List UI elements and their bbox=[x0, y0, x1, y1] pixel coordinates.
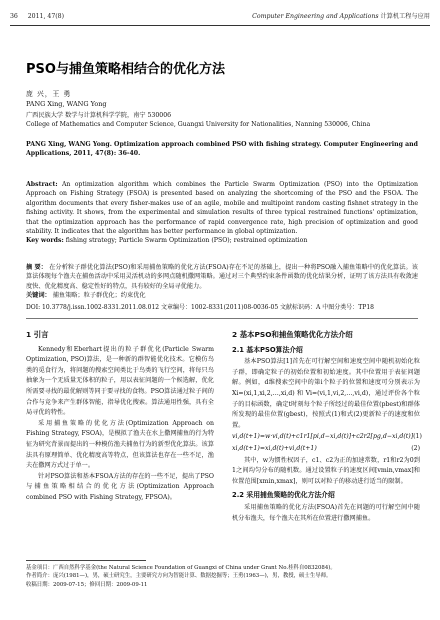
header-left bbox=[10, 10, 64, 24]
abstract-en-label: Abstract: bbox=[26, 181, 58, 188]
journal-name-cn: 计算机工程与应用 bbox=[380, 13, 430, 20]
authors-cn: 庞 兴，王 勇 bbox=[26, 90, 72, 98]
keywords-cn-text: 捕鱼策略；粒子群优化；约束优化 bbox=[52, 292, 146, 300]
keywords-en-text: fishing strategy; Particle Swarm Optimization (PSO); restrained optimization bbox=[65, 237, 308, 245]
issue-info: 2011, 47(8) bbox=[27, 13, 65, 20]
footnote-divider bbox=[26, 560, 146, 561]
doi-line: DOI: 10.3778/j.issn.1002-8331.2011.08.012 文章编号：1002-8331(2011)08-0036-05 文献标识码：A 中图分类号：TP18 bbox=[26, 304, 374, 311]
affiliation-cn: 广西民族大学 数学与计算机科学学院，南宁 530006 bbox=[26, 112, 172, 119]
left-column bbox=[26, 330, 214, 504]
footnote-dates: 收稿日期：2009-07-15；修回日期：2009-09-11 bbox=[26, 581, 148, 588]
section-1-paragraph-3: 针对PSO算法和基本FSOA方法的存在的一些不足，提出了PSO与捕鱼策略相结合的优化方法(Optimization Approach combined PSO with Fishing Strategy, FPSOA)。 bbox=[26, 472, 214, 501]
journal-name-en: Computer Engineering and Applications bbox=[252, 13, 379, 20]
header-right bbox=[252, 10, 430, 24]
keywords-cn-label: 关键词： bbox=[26, 292, 51, 300]
equation-2-body: xi,d(t+1)=xi,d(t)+vi,d(t+1) bbox=[232, 444, 317, 452]
abstract-cn-label: 摘 要： bbox=[26, 264, 48, 271]
section-2-1-paragraph-2: 其中，w为惯性权因子，c1、c2为正的加速常数，r1和r2为0到1之间均匀分布的随机数。通过设置粒子的速度区间[vmin,vmax]和位置范围[xmin,xmax]，则可以对粒子的移动进行适当的限制。 bbox=[232, 456, 420, 485]
authors-en: PANG Xing, WANG Yong bbox=[26, 100, 107, 108]
abstract-en bbox=[26, 180, 418, 246]
equation-1-number: (1) bbox=[413, 433, 422, 441]
section-1-paragraph-2: 采用捕鱼策略的优化方法(Optimization Approach on Fishing Strategy, FSOA)，是模拟了渔夫在水上撒网捕鱼的行为特征为研究背景而提出的一种模仿渔夫捕鱼行为的新型优化算法。该算法具有原理简单、优化精度高等特点，但该算法也存在一些不足，渔夫在撒网方式过于单一。 bbox=[26, 419, 214, 470]
keywords-en-label: Key words: bbox=[26, 237, 64, 245]
citation: PANG Xing, WANG Yong. Optimization approach combined PSO with fishing strategy. Computer Engineering and Applications, 2011, 47(8): 36-40. bbox=[26, 141, 418, 158]
running-header bbox=[10, 10, 430, 24]
equation-2 bbox=[232, 444, 420, 455]
section-2-heading: 2 基本PSO和捕鱼策略优化方法介绍 bbox=[232, 330, 353, 339]
affiliation-en: College of Mathematics and Computer Science, Guangxi University for Nationalities, Nanning 530006, China bbox=[26, 121, 371, 128]
abstract-cn-text: 在分析粒子群优化算法(PSO)和采用捕鱼策略的优化方法(FSOA)存在不足的基础上，提出一种将PSO融入捕鱼策略中的优化算法。该算法体现每个渔夫在捕鱼活动中采用灵活机动的多网点随机撒网策略。通过对三个典型约束条件函数的优化结果分析，证明了该方法具有收敛速度快、优化精度高、稳定性好的特点，具有较好的全局寻优能力。 bbox=[26, 264, 418, 290]
section-1-paragraph-1: Kennedy和Eberhart提出的粒子群优化(Particle Swarm Optimization, PSO)算法，是一种新的群智能优化技术。它模仿鸟类的觅食行为，将问题的搜索空间类比于鸟类的飞行空间，将每只鸟抽象为一个无质量无体积的粒子，用以表征问题的一个候选解，优化所需要寻找的最优解则等同于要寻找的食物。PSO算法通过粒子间的合作与竞争来产生群体智能，指导优化搜索。算法通用性强，具有全局寻优的特性。 bbox=[26, 345, 214, 417]
header-divider bbox=[10, 25, 430, 26]
footnote-author: 作者简介：庞兴(1981—)，男，硕士研究生，主要研究方向为智能计算、数据挖掘等；王勇(1963—)，男，教授，硕士生导师。 bbox=[26, 573, 332, 580]
section-2-1-heading: 2.1 基本PSO算法介绍 bbox=[232, 345, 303, 354]
section-2-2-heading: 2.2 采用捕鱼策略的优化方法介绍 bbox=[232, 491, 335, 500]
abstract-en-text: An optimization algorithm which combines the Particle Swarm Optimization (PSO) into the Optimization Approach on Fishing Strategy (FSOA) is presented based on analyzing the shortcoming of the PSO and the FSOA. The algorithm documents that every fisher-makes use of an agile, mobile and multipoint random casting fishnet strategy in the fishing activity. It shows, from the experimental and simulation results of three typical restrained functions' optimization, that the optimization approach has the performance of rapid convergence rate, high precision of optimization and good stability. It indicates that the algorithm has better performance in global optimization. bbox=[26, 181, 418, 236]
equation-1-body: vi,d(t+1)=w·vi,d(t)+c1r1[pi,d−xi,d(t)]+c2r2[pg,d−xi,d(t)] bbox=[232, 433, 414, 441]
equation-2-number: (2) bbox=[411, 444, 420, 452]
section-1-heading: 1 引言 bbox=[26, 330, 49, 339]
section-2-1-paragraph-1: 基本PSO算法[1]首先在可行解空间和速度空间中随机初始化粒子群，即确定粒子的初始位置和初始速度。其中位置用于表征问题解。例如，d维搜索空间中的第i个粒子的位置和速度可分别表示为 Xi=(xi,1,xi,2,…,xi,d) 和 Vi=(vi,1,vi,2,…,vi,d)，通过评价各个粒子的目标函数，确定t时刻每个粒子所经过的最佳位置(pbest)和群体所发现的最佳位置(gbest)，按照式(1)和式(2)更新粒子的速度和位置。 bbox=[232, 358, 420, 429]
section-2-2-paragraph-1: 采用捕鱼策略的优化方法(FSOA)首先在问题的可行解空间中随机分布渔夫，每个渔夫在其所在位置进行撒网捕鱼。 bbox=[232, 503, 420, 522]
section-divider bbox=[26, 318, 418, 319]
abstract-cn bbox=[26, 263, 418, 301]
footnote-block bbox=[26, 564, 418, 589]
paper-title: PSO与捕鱼策略相结合的优化方法 bbox=[26, 62, 225, 77]
equation-1 bbox=[232, 432, 420, 443]
footnote-fund: 基金项目：广西自然科学基金(the Natural Science Foundation of Guangxi of China under Grant No.桂科自0832084)。 bbox=[26, 565, 336, 571]
page-number: 36 bbox=[10, 13, 18, 20]
right-column bbox=[232, 330, 420, 524]
